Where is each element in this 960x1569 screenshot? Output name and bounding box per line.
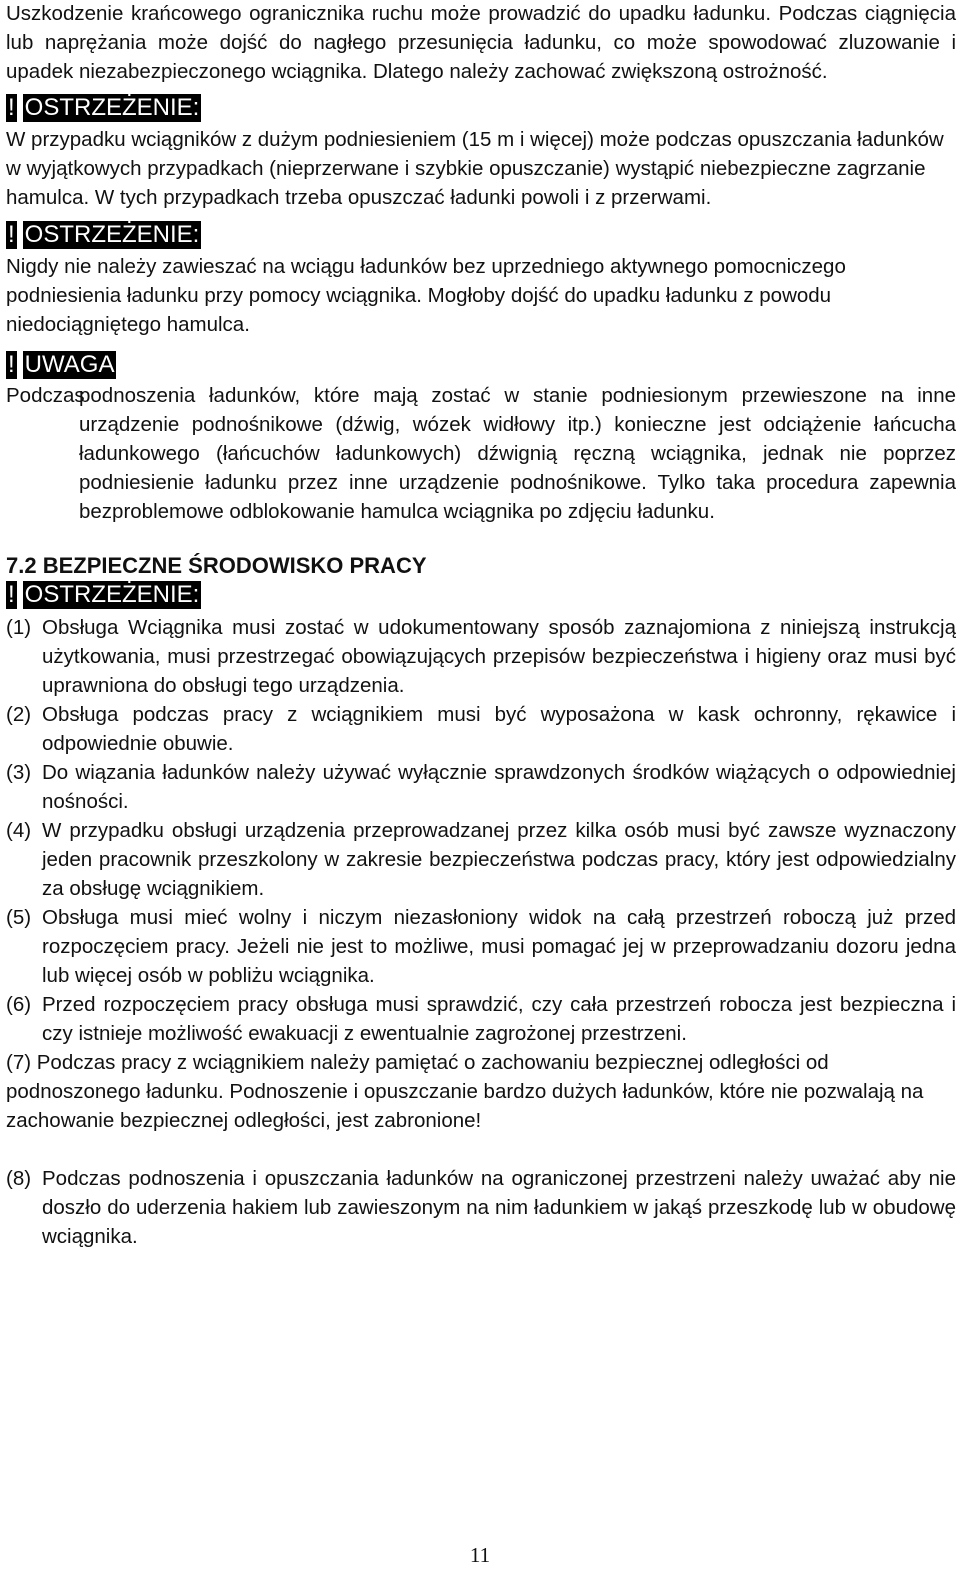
item-text: Obsługa podczas pracy z wciągnikiem musi być wyposażona w kask ochronny, rękawice i odpowiednie obuwie. bbox=[42, 703, 956, 755]
list-item bbox=[6, 903, 956, 990]
item-number: (1) bbox=[6, 616, 32, 639]
list-item-7: (7) Podczas pracy z wciągnikiem należy pamiętać o zachowaniu bezpiecznej odległości od podnoszonego ładunku. Podnoszenie i opuszczanie bardzo dużych ładunków, które nie pozwalają na zachowanie bezpiecznej odległości, jest zabronione! bbox=[6, 1051, 924, 1132]
caution-mark: ! bbox=[8, 351, 15, 378]
page-number: 11 bbox=[469, 1543, 491, 1567]
caution-paragraph bbox=[6, 381, 956, 526]
document-page bbox=[6, 0, 956, 1251]
item-text: Do wiązania ładunków należy używać wyłącznie sprawdzonych środków wiążących o odpowiedniej nośności. bbox=[42, 761, 956, 813]
item-number: (4) bbox=[6, 819, 32, 842]
section-title: 7.2 BEZPIECZNE ŚRODOWISKO PRACY bbox=[6, 553, 427, 578]
item-number: (3) bbox=[6, 761, 32, 784]
list-item bbox=[6, 990, 956, 1048]
list-item bbox=[6, 613, 956, 700]
item-number: (8) bbox=[6, 1167, 32, 1190]
list-item-8 bbox=[6, 1164, 956, 1251]
item-text: Przed rozpoczęciem pracy obsługa musi sprawdzić, czy cała przestrzeń robocza jest bezpieczna i czy istnieje możliwość ewakuacji z ewentualnie zagrożonej przestrzeni. bbox=[42, 993, 956, 1045]
warning1-text: W przypadku wciągników z dużym podniesieniem (15 m i więcej) może podczas opuszczania ładunków w wyjątkowych przypadkach (nieprzerwane i szybkie opuszczanie) wystąpić niebezpieczne zagrzanie hamulca. W tych przypadkach trzeba opuszczać ładunki powoli i z przerwami. bbox=[6, 128, 944, 209]
section-warning-mark: ! bbox=[8, 581, 15, 608]
section-warning-header bbox=[6, 581, 956, 609]
item-text: Obsługa Wciągnika musi zostać w udokumentowany sposób zaznajomiona z niniejszą instrukcją użytkowania, musi przestrzegać obowiązujących przepisów bezpieczeństwa i higieny oraz musi być uprawniona do obsługi tego urządzenia. bbox=[42, 616, 956, 697]
warning2-header bbox=[6, 221, 956, 249]
warning1-header bbox=[6, 94, 956, 122]
list-item bbox=[6, 816, 956, 903]
intro-paragraph: Uszkodzenie krańcowego ogranicznika ruchu może prowadzić do upadku ładunku. Podczas ciągnięcia lub naprężania może dojść do nagłego przesunięcia ładunku, co może spowodować zluzowanie i upadek niezabezpieczonego wciągnika. Dlatego należy zachować zwiększoną ostrożność. bbox=[6, 2, 956, 83]
section-warning-label: OSTRZEŻENIE: bbox=[24, 581, 200, 608]
warning1-mark: ! bbox=[8, 94, 15, 121]
safety-list bbox=[6, 613, 956, 1251]
warning2-text: Nigdy nie należy zawieszać na wciągu ładunków bez uprzedniego aktywnego pomocniczego podniesienia ładunku przy pomocy wciągnika. Mogłoby dojść do upadku ładunku z powodu niedociągniętego hamulca. bbox=[6, 255, 846, 336]
item-text: Podczas podnoszenia i opuszczania ładunków na ograniczonej przestrzeni należy uważać aby nie doszło do uderzenia hakiem lub zawieszonym na nim ładunkiem w jakąś przeszkodę lub w obudowę wciągnika. bbox=[42, 1167, 956, 1248]
item-number: (5) bbox=[6, 906, 32, 929]
warning2-label: OSTRZEŻENIE: bbox=[24, 221, 200, 248]
item-text: W przypadku obsługi urządzenia przeprowadzanej przez kilka osób musi być zawsze wyznaczony jeden pracownik przeszkolony w zakresie bezpieczeństwa podczas pracy, który jest odpowiedzialny za obsługę wciągnikiem. bbox=[42, 819, 956, 900]
item-text: Obsługa musi mieć wolny i niczym niezasłoniony widok na całą przestrzeń roboczą już przed rozpoczęciem pracy. Jeżeli nie jest to możliwe, musi pomagać jej w przeprowadzaniu dozoru jedna lub więcej osób w pobliżu wciągnika. bbox=[42, 906, 956, 987]
caution-label: UWAGA bbox=[24, 351, 115, 378]
warning2-mark: ! bbox=[8, 221, 15, 248]
caution-text: podnoszenia ładunków, które mają zostać w stanie podniesionym przewieszone na inne urządzenie podnośnikowe (dźwig, wózek widłowy itp.) konieczne jest odciążenie łańcucha ładunkowego (łańcuchów ładunkowych) dźwignią ręczną wciągnika, jednak nie poprzez podniesienie ładunku przez inne urządzenie podnośnikowe. Tylko taka procedura zapewnia bezproblemowe odblokowanie hamulca wciągnika po zdjęciu ładunku. bbox=[79, 384, 956, 523]
item-number: (2) bbox=[6, 703, 32, 726]
caution-lead: Podczas bbox=[6, 384, 85, 407]
caution-header bbox=[6, 351, 956, 379]
list-item bbox=[6, 700, 956, 758]
warning1-label: OSTRZEŻENIE: bbox=[24, 94, 200, 121]
item-number: (6) bbox=[6, 993, 32, 1016]
list-item bbox=[6, 758, 956, 816]
